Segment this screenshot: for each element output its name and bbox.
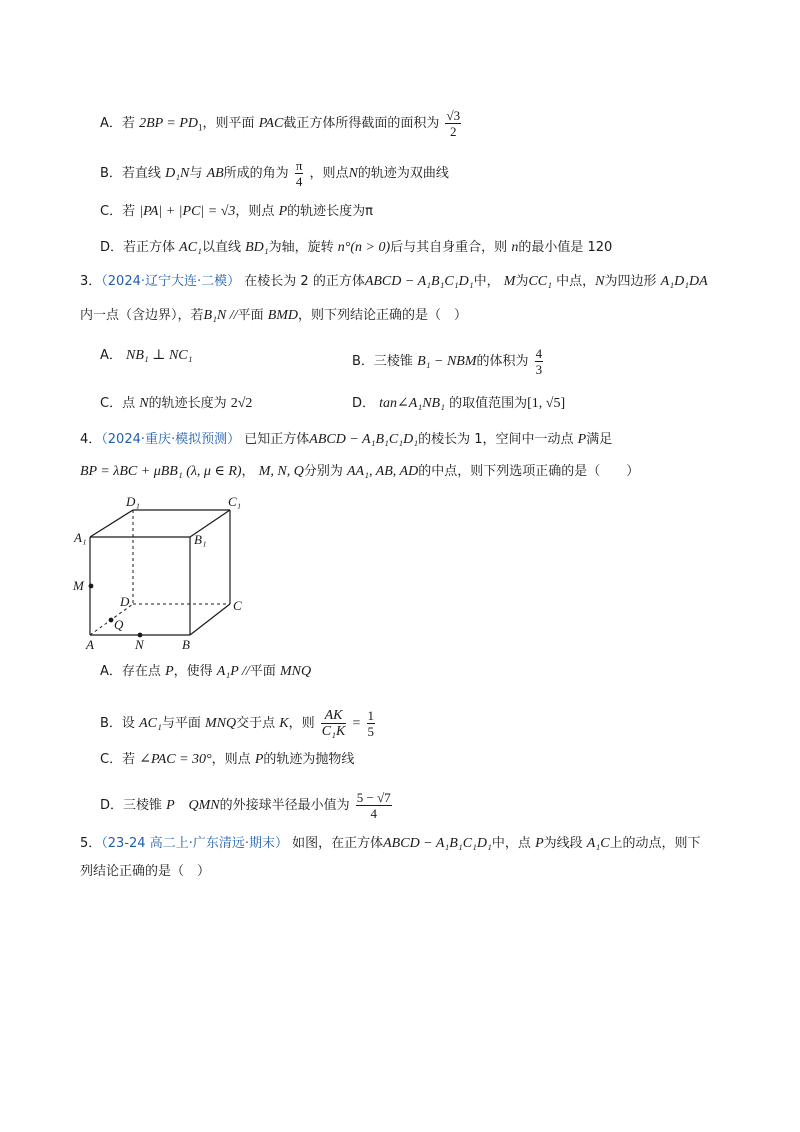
q3-option-d: D． tan∠A₁NB₁ 的取值范围为[1, √5] [352, 396, 566, 411]
q4-stem-line1: 4．（2024·重庆·模拟预测） 已知正方体ABCD − A₁B₁C₁D₁的棱长为 1，空间中一动点 P满足 [80, 432, 613, 447]
svg-text:N: N [135, 637, 144, 652]
q2a-fraction: $\frac{√3}{2}$ [446, 108, 461, 139]
q4-source: （2024·重庆·模拟预测） [101, 432, 241, 447]
svg-text:B₁: B₁ [194, 532, 207, 547]
q3-stem-line2: 内一点（含边界），若B₁N //平面 BMD，则下列结论正确的是（ ） [80, 308, 468, 323]
svg-text:M: M [73, 578, 84, 593]
q2-option-c: C．若 |PA| + |PC| = √3，则点 P的轨迹长度为π [100, 204, 373, 219]
q3-option-a: A． NB₁ ⊥ NC₁ [100, 348, 193, 363]
q2-option-d: D．若正方体 AC₁以直线 BD₁为轴，旋转 n°(n > 0)后与其自身重合，则 n的最小值是 120 [100, 240, 613, 255]
cube-diagram [70, 492, 250, 652]
svg-text:A₁: A₁ [74, 530, 87, 545]
cube-figure [70, 492, 250, 652]
q4-option-a: A．存在点 P，使得 A₁P //平面 MNQ [100, 664, 312, 679]
q2b-fraction: $\frac{\pi}{4}$ [295, 158, 303, 189]
q4-option-d: D．三棱锥 P QMN的外接球半径最小值为 $\frac{5 - √7}{4}$ [100, 790, 391, 821]
svg-text:C: C [233, 598, 242, 613]
q4b-fraction-2: $\frac{1}{5}$ [367, 708, 375, 739]
q4-option-b: B．设 AC₁与平面 MNQ交于点 K，则 $\frac{AK}{\text{C₁K}}$ = $\frac{1}{5}$ [100, 708, 375, 739]
q3-stem-line1: 3．（2024·辽宁大连·二模） 在棱长为 2 的正方体ABCD − A₁B₁C₁D₁中， M为CC₁ 中点，N为四边形 A₁D₁DA [80, 274, 708, 289]
q3-option-b: B．三棱锥 B₁ − NBM的体积为 $\frac{4}{3}$ [352, 346, 543, 377]
q3-option-c: C．点 N的轨迹长度为 2√2 [100, 396, 253, 411]
q5-stem-line1: 5．（23-24 高二上·广东清远·期末） 如图，在正方体ABCD − A₁B₁C₁D₁中，点 P为线段 A₁C上的动点，则下 [80, 836, 701, 851]
q5-source: （23-24 高二上·广东清远·期末） [101, 836, 288, 851]
svg-text:D₁: D₁ [126, 494, 140, 509]
svg-text:A: A [86, 637, 94, 652]
q2-option-b: B．若直线 D₁N与 AB所成的角为 $\frac{\pi}{4}$ ，则点N的轨迹为双曲线 [100, 158, 449, 189]
point-q [109, 618, 114, 623]
point-m [89, 584, 94, 589]
q4-option-c: C．若 ∠PAC = 30°，则点 P的轨迹为抛物线 [100, 752, 355, 767]
q4-stem-line2: BP = λBC + μBB₁ (λ, μ ∈ R)， M, N, Q分别为 AA₁, AB, AD的中点，则下列选项正确的是（ ） [80, 464, 640, 479]
svg-text:D: D [120, 594, 130, 609]
q4b-fraction-1: $\frac{AK}{\text{C₁K}}$ [321, 708, 346, 739]
svg-text:Q: Q [114, 617, 124, 632]
svg-text:C₁: C₁ [228, 494, 242, 509]
q3b-fraction: $\frac{4}{3}$ [535, 346, 543, 377]
q3-source: （2024·辽宁大连·二模） [101, 274, 241, 289]
q2-option-a: A．若 $2BP = PD_1$，则平面 PAC截正方体所得截面的面积为 $\frac{√3}{2}$ [100, 108, 461, 139]
q5-stem-line2: 列结论正确的是（ ） [80, 864, 211, 879]
q4d-fraction: $\frac{5 - √7}{4}$ [356, 790, 391, 821]
svg-text:B: B [182, 637, 190, 652]
